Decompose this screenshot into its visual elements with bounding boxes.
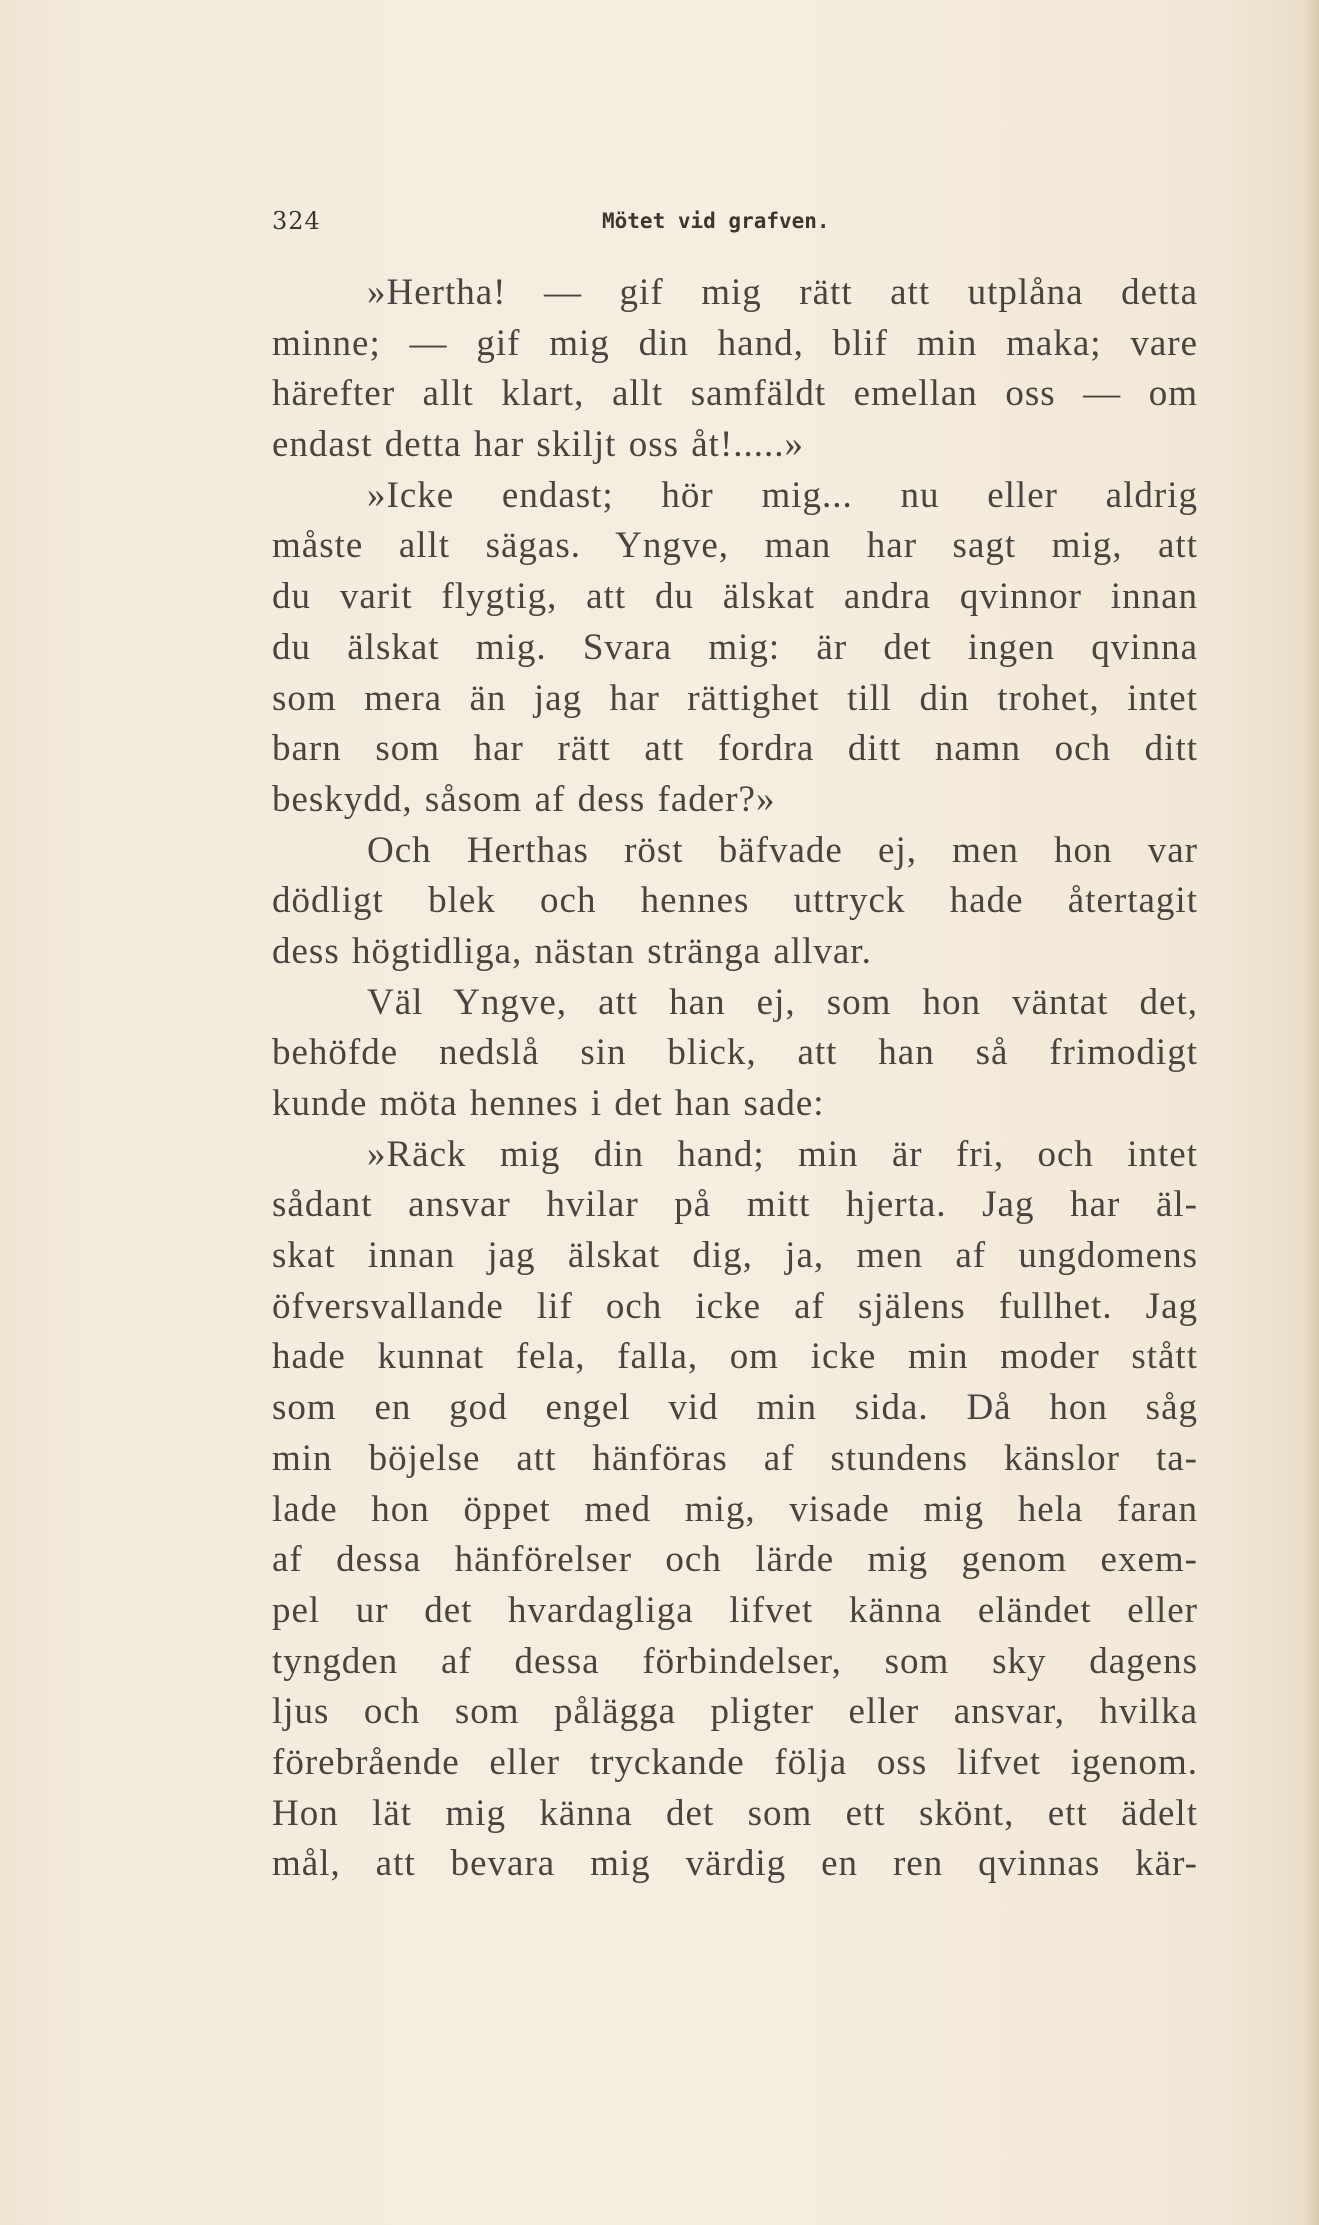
text-line: hade kunnat fela, falla, om icke min moder stått — [272, 1336, 1198, 1378]
text-line: dödligt blek och hennes uttryck hade återtagit — [272, 880, 1198, 922]
text-line: ljus och som pålägga pligter eller ansvar, hvilka — [272, 1691, 1198, 1733]
text-line: måste allt sägas. Yngve, man har sagt mig, att — [272, 525, 1198, 567]
text-line: endast detta har skiljt oss åt!.....» — [272, 424, 805, 466]
text-line: pel ur det hvardagliga lifvet känna eländet eller — [272, 1589, 1198, 1631]
text-line: »Icke endast; hör mig... nu eller aldrig — [367, 474, 1198, 516]
text-line: dess högtidliga, nästan stränga allvar. — [272, 930, 872, 972]
text-line: beskydd, såsom af dess fader?» — [272, 778, 776, 820]
text-line: som en god engel vid min sida. Då hon såg — [272, 1387, 1198, 1429]
text-line: förebrående eller tryckande följa oss lifvet igenom. — [272, 1741, 1198, 1783]
text-line: af dessa hänförelser och lärde mig genom exem- — [272, 1539, 1198, 1581]
text-line: »Hertha! — gif mig rätt att utplåna detta — [367, 272, 1198, 313]
text-line: Hon lät mig känna det som ett skönt, ett ädelt — [272, 1792, 1198, 1834]
text-line: som mera än jag har rättighet till din trohet, intet — [272, 677, 1198, 719]
text-line: minne; — gif mig din hand, blif min maka; vare — [272, 322, 1198, 364]
text-line: kunde möta hennes i det han sade: — [272, 1083, 825, 1124]
page-edge-shadow — [1305, 0, 1319, 2225]
page-header — [272, 207, 1192, 241]
text-line: Väl Yngve, att han ej, som hon väntat det, — [367, 981, 1198, 1023]
text-line: behöfde nedslå sin blick, att han så frimodigt — [272, 1032, 1198, 1074]
page-number: 324 — [272, 207, 321, 235]
text-line: du älskat mig. Svara mig: är det ingen qvinna — [272, 626, 1198, 668]
text-line: skat innan jag älskat dig, ja, men af ungdomens — [272, 1235, 1198, 1277]
text-line: härefter allt klart, allt samfäldt emellan oss — om — [272, 373, 1198, 415]
text-line: min böjelse att hänföras af stundens känslor ta- — [272, 1437, 1198, 1479]
running-title: Mötet vid grafven. — [602, 209, 830, 233]
text-line: barn som har rätt att fordra ditt namn och ditt — [272, 728, 1198, 770]
text-line: sådant ansvar hvilar på mitt hjerta. Jag har äl- — [272, 1184, 1198, 1226]
body-text — [272, 268, 1198, 1890]
text-line: öfversvallande lif och icke af själens fullhet. Jag — [272, 1285, 1198, 1327]
text-line: Och Herthas röst bäfvade ej, men hon var — [367, 829, 1198, 871]
text-line: tyngden af dessa förbindelser, som sky dagens — [272, 1640, 1198, 1682]
text-line: »Räck mig din hand; min är fri, och intet — [367, 1133, 1198, 1175]
text-line: mål, att bevara mig värdig en ren qvinnas kär- — [272, 1843, 1198, 1885]
text-line: lade hon öppet med mig, visade mig hela faran — [272, 1488, 1198, 1530]
text-line: du varit flygtig, att du älskat andra qvinnor innan — [272, 576, 1198, 618]
